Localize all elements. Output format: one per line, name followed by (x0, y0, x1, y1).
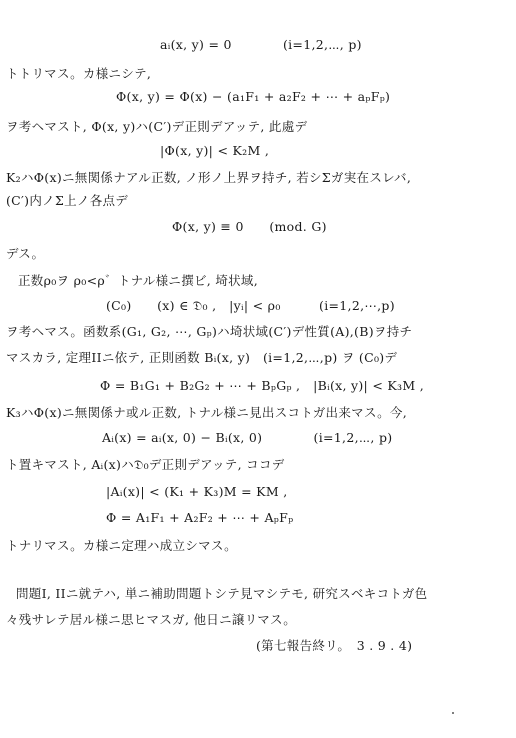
text-line: ト置キマスト, Aᵢ(x)ハ𝔇₀デ正則デアッテ, ココデ (6, 457, 285, 472)
domain-c0-definition: (C₀) (x) ∈ 𝔇₀ , |yᵢ| < ρ₀ (i=1,2,⋯,p) (106, 298, 395, 313)
text-line: トトリマス。カ様ニシテ, (6, 66, 152, 81)
stray-mark (452, 712, 454, 714)
text-line: マスカラ, 定理IIニ依テ, 正則函数 Bᵢ(x, y) (i=1,2,⋯,p) ヲ (C₀)デ (6, 350, 398, 365)
equation-phi-expansion-a: Φ = A₁F₁ + A₂F₂ + ⋯ + AₚFₚ (106, 510, 294, 525)
text-line: 々残サレテ居ル様ニ思ヒマスガ, 他日ニ譲リマス。 (6, 612, 297, 627)
text-line: トナリマス。カ様ニ定理ハ成立シマス。 (6, 538, 237, 553)
text-line: ヲ考ヘマスト, Φ(x, y)ハ(C′)デ正則デアッテ, 此處デ (6, 119, 308, 134)
equation-a-i: aᵢ(x, y) = 0 (i=1,2,⋯, p) (160, 37, 362, 52)
inequality-a-i-bound: |Aᵢ(x)| < (K₁ + K₃)M = KM , (106, 484, 288, 499)
text-line: ヲ考ヘマス。函数系(G₁, G₂, ⋯, Gₚ)ハ埼状域(C′)デ性質(A),(B)ヲ持チ (6, 324, 413, 339)
equation-phi-expansion-b: Φ = B₁G₁ + B₂G₂ + ⋯ + BₚGₚ , |Bᵢ(x, y)| < K₃M , (100, 378, 424, 393)
text-line: デス。 (6, 246, 45, 261)
text-line: 正数ρ₀ヲ ρ₀<ρ゛トナル様ニ撰ビ, 埼状域, (18, 273, 259, 288)
text-line: K₂ハΦ(x)ニ無関係ナアル正数, ノ形ノ上界ヲ持チ, 若シΣガ実在スレバ, (6, 170, 412, 185)
text-line: K₃ハΦ(x)ニ無関係ナ或ル正数, トナル様ニ見出スコトガ出来マス。今, (6, 405, 407, 420)
inequality-phi-bound: |Φ(x, y)| < K₂M , (160, 143, 270, 158)
text-line: 問題I, IIニ就テハ, 単ニ補助問題トシテ見マシテモ, 研究スベキコトガ色 (16, 586, 428, 601)
congruence-mod-g: Φ(x, y) ≡ 0 (mod. G) (172, 219, 327, 234)
text-line: (C′)内ノΣ上ノ各点デ (6, 193, 129, 208)
report-closing-date: (第七報告終リ。 3 . 9 . 4) (256, 638, 413, 653)
equation-phi-xy: Φ(x, y) = Φ(x) − (a₁F₁ + a₂F₂ + ⋯ + aₚFₚ) (116, 89, 391, 104)
equation-a-i-definition: Aᵢ(x) = aᵢ(x, 0) − Bᵢ(x, 0) (i=1,2,⋯, p) (102, 430, 393, 445)
